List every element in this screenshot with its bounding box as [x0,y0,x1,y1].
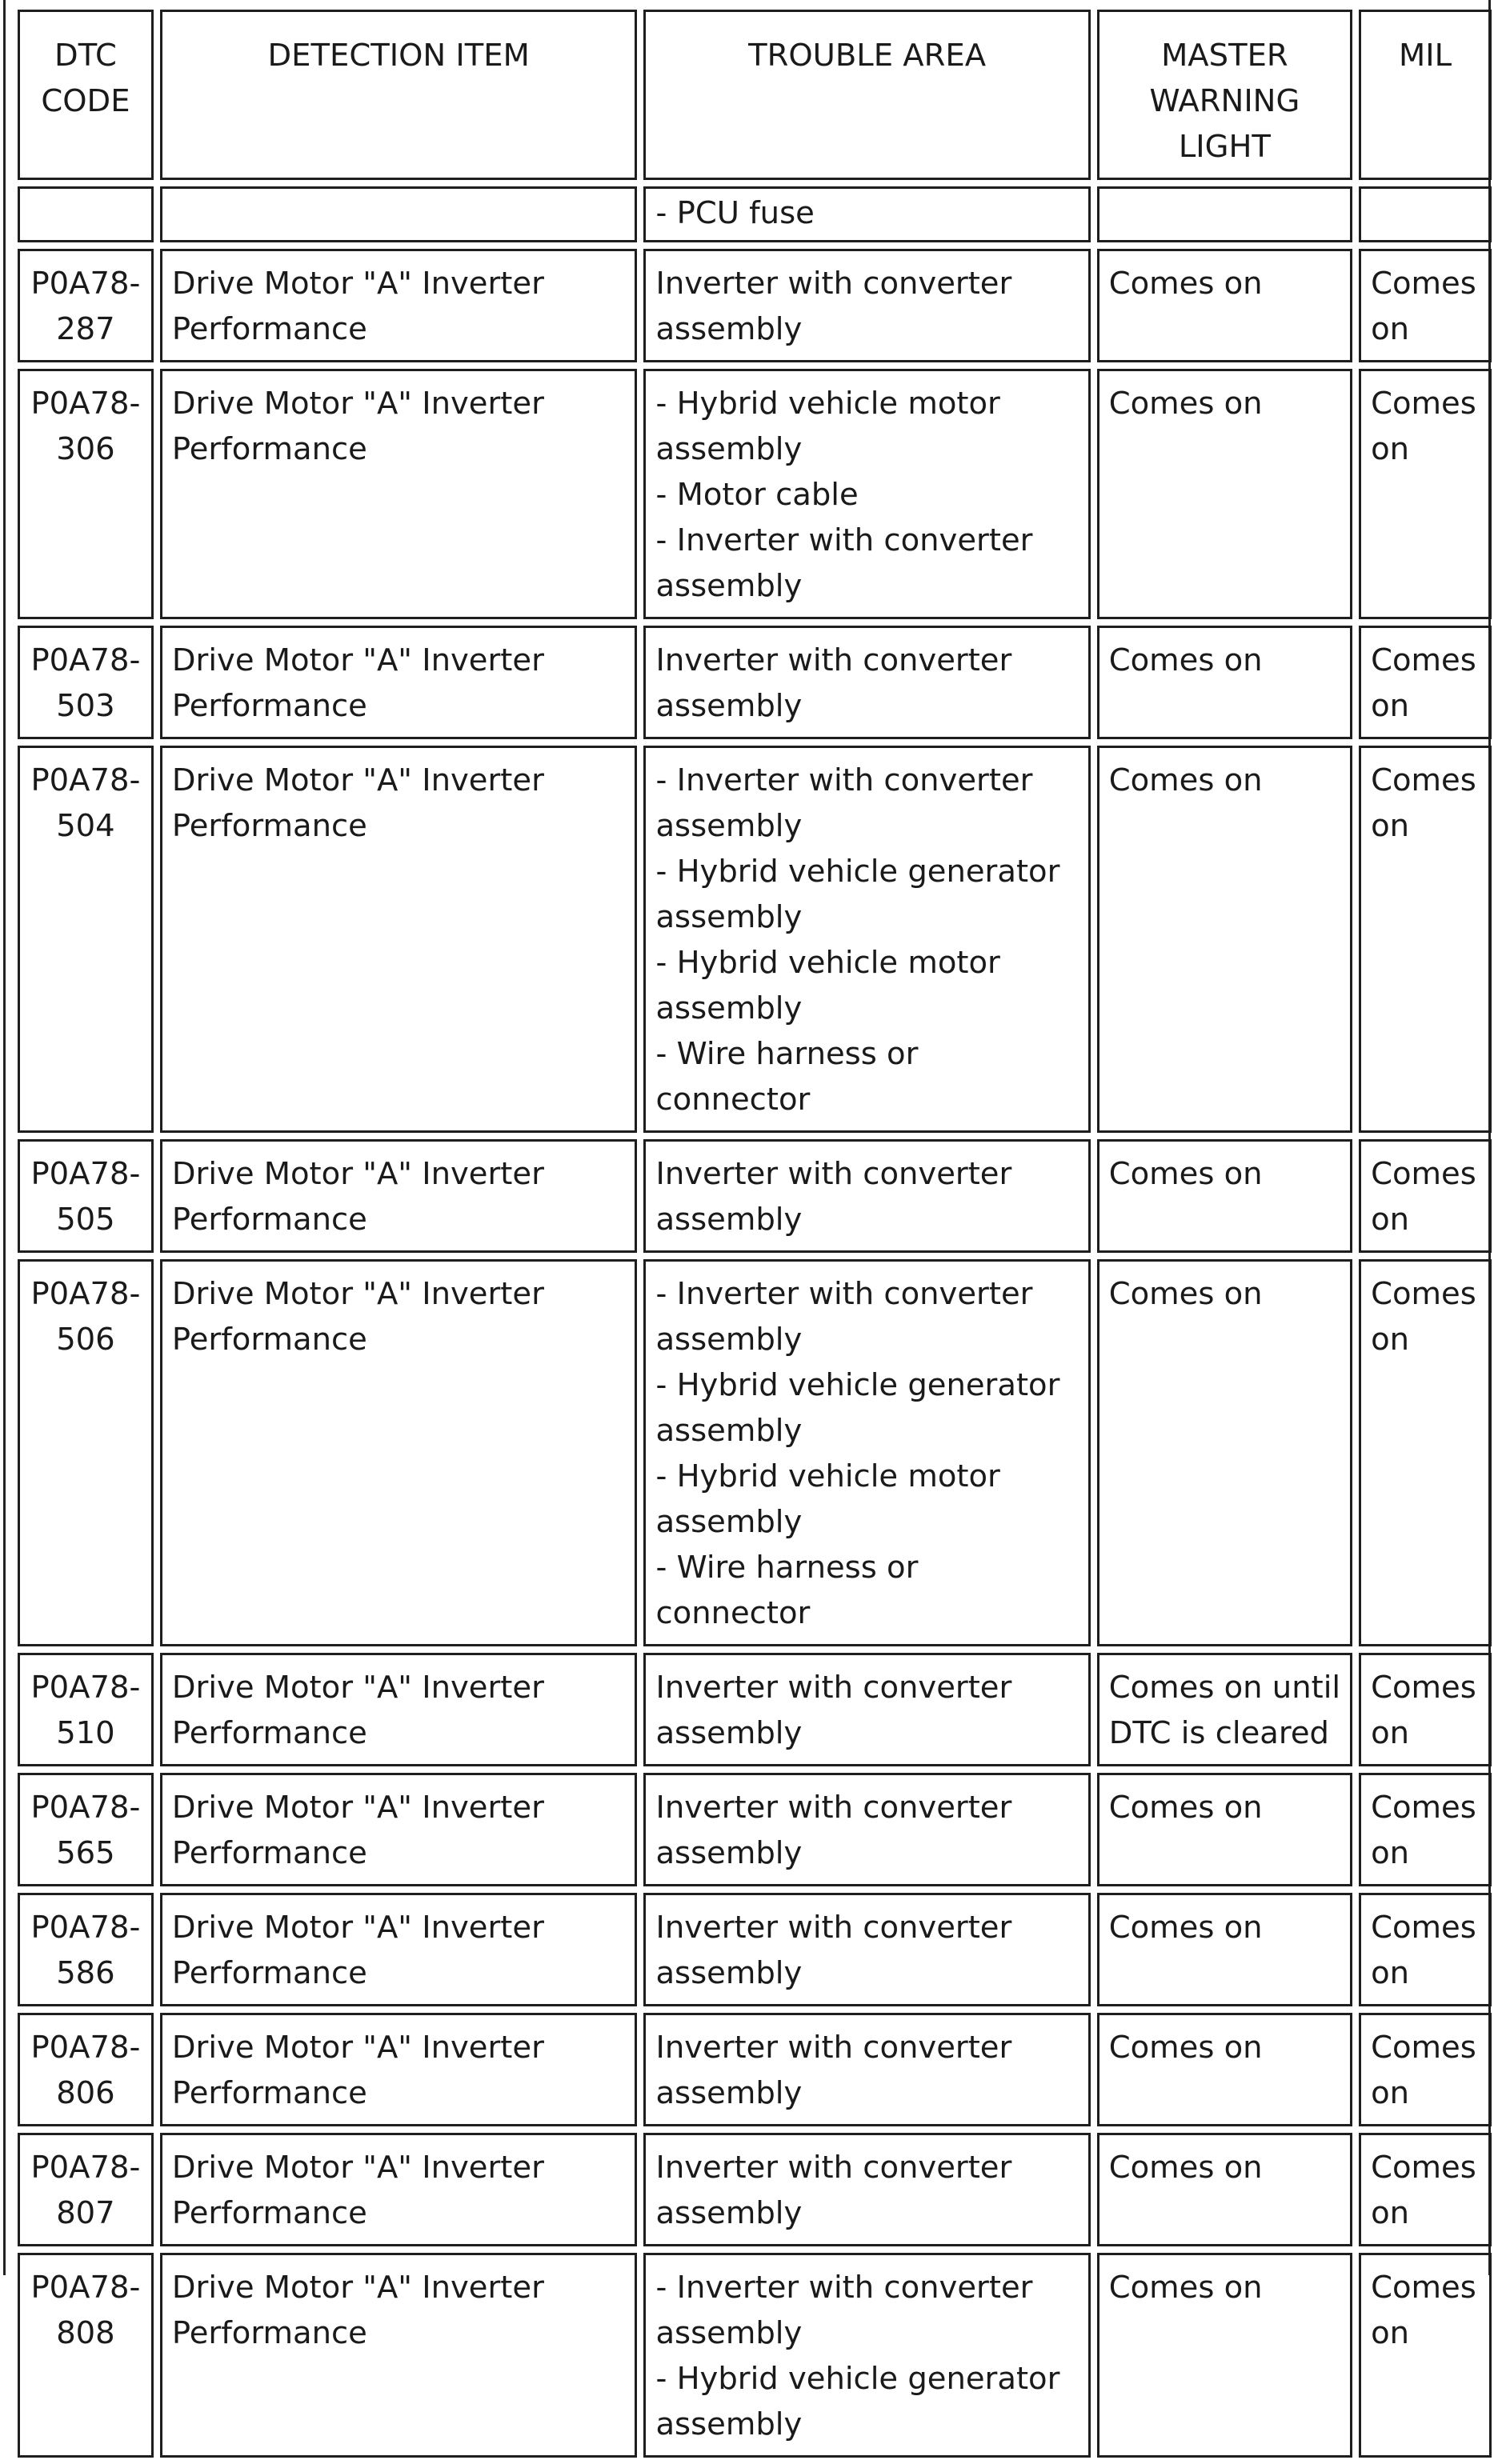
table-row [18,2133,1492,2246]
mil-line: Comes [1371,2030,1476,2066]
mil-line: on [1371,1955,1410,1991]
detection-item-line: Drive Motor "A" Inverter [171,762,544,798]
master-warning-light-cell [1097,1259,1352,1646]
trouble-area-line: - Hybrid vehicle generator assembly [655,1367,1060,1449]
detection-item-line: Performance [171,1715,367,1751]
trouble-area-line: - Inverter with converter assembly [655,762,1033,844]
trouble-area-cell [643,2253,1090,2458]
mil-line: Comes [1371,1670,1476,1706]
mil-line: Comes [1371,1276,1476,1312]
trouble-area-cell [643,2133,1090,2246]
mil-cell [1359,1773,1492,1886]
master-warning-light-cell [1097,2013,1352,2126]
master-warning-light-line: Comes on [1108,1276,1263,1312]
detection-item-line: Performance [171,688,367,724]
table-row [18,369,1492,619]
dtc-code-line: 306 [56,431,115,467]
header-detection-item: DETECTION ITEM [160,10,638,180]
detection-item-line: Drive Motor "A" Inverter [171,2270,544,2306]
mil-cell [1359,1893,1492,2006]
dtc-code-line: P0A78- [30,762,141,798]
detection-item-line: Drive Motor "A" Inverter [171,1910,544,1946]
detection-item-line: Drive Motor "A" Inverter [171,2030,544,2066]
table-row [18,1139,1492,1253]
master-warning-light-cell [1097,1653,1352,1766]
mil-line: on [1371,1715,1410,1751]
mil-line: Comes [1371,2150,1476,2186]
detection-item-line: Performance [171,2075,367,2111]
mil-line: on [1371,688,1410,724]
trouble-area-line: Inverter with converter assembly [655,1790,1012,1871]
trouble-area-line: - Wire harness or connector [655,1036,919,1118]
detection-item-cell [160,1893,638,2006]
detection-item-cell [160,249,638,362]
mil-line: on [1371,2315,1410,2351]
dtc-code-line: P0A78- [30,1670,141,1706]
table-row [18,1773,1492,1886]
header-master-warning-light: MASTER WARNING LIGHT [1097,10,1352,180]
detection-item-line: Drive Motor "A" Inverter [171,642,544,678]
master-warning-light-line: Comes on [1108,762,1263,798]
mil-line: on [1371,1835,1410,1871]
trouble-area-cell [643,1773,1090,1886]
detection-item-cell [160,369,638,619]
continuation-mil-cell [1359,186,1492,242]
detection-item-line: Drive Motor "A" Inverter [171,1276,544,1312]
mil-line: Comes [1371,762,1476,798]
master-warning-light-cell [1097,2253,1352,2458]
trouble-area-cell [643,249,1090,362]
detection-item-line: Performance [171,1322,367,1358]
detection-item-cell [160,1773,638,1886]
detection-item-line: Performance [171,2315,367,2351]
detection-item-cell [160,2133,638,2246]
trouble-area-line: - Inverter with converter assembly [655,2270,1033,2351]
dtc-code-cell [18,369,154,619]
master-warning-light-cell [1097,746,1352,1133]
mil-cell [1359,1653,1492,1766]
continuation-item-cell [160,186,638,242]
mil-line: on [1371,1202,1410,1238]
mil-cell [1359,2013,1492,2126]
trouble-area-cell [643,746,1090,1133]
detection-item-line: Drive Motor "A" Inverter [171,2150,544,2186]
mil-line: Comes [1371,266,1476,302]
mil-cell [1359,1259,1492,1646]
trouble-area-line: - PCU fuse [655,195,815,231]
detection-item-cell [160,1653,638,1766]
detection-item-cell [160,2013,638,2126]
table-row [18,249,1492,362]
trouble-area-line: - Hybrid vehicle generator assembly [655,2361,1060,2442]
dtc-code-line: P0A78- [30,2030,141,2066]
mil-line: on [1371,2195,1410,2231]
table-row [18,1893,1492,2006]
trouble-area-line: Inverter with converter assembly [655,2030,1012,2111]
master-warning-light-cell [1097,2133,1352,2246]
detection-item-line: Performance [171,808,367,844]
detection-item-line: Performance [171,311,367,347]
master-warning-light-cell [1097,249,1352,362]
master-warning-light-line: Comes on [1108,266,1263,302]
dtc-code-cell [18,249,154,362]
trouble-area-line: - Motor cable [655,477,859,513]
master-warning-light-cell [1097,369,1352,619]
detection-item-line: Drive Motor "A" Inverter [171,1670,544,1706]
mil-cell [1359,1139,1492,1253]
table-row [18,2013,1492,2126]
trouble-area-line: Inverter with converter assembly [655,1910,1012,1991]
master-warning-light-line: Comes on [1108,2030,1263,2066]
dtc-code-line: 808 [56,2315,115,2351]
dtc-code-line: 586 [56,1955,115,1991]
detection-item-cell [160,746,638,1133]
mil-cell [1359,369,1492,619]
detection-item-cell [160,626,638,739]
trouble-area-line: - Inverter with converter assembly [655,1276,1033,1358]
dtc-code-cell [18,2133,154,2246]
detection-item-line: Drive Motor "A" Inverter [171,266,544,302]
mil-line: Comes [1371,1910,1476,1946]
continuation-row [18,186,1492,242]
master-warning-light-line: Comes on [1108,1790,1263,1826]
trouble-area-cell [643,1653,1090,1766]
mil-line: on [1371,1322,1410,1358]
mil-line: Comes [1371,2270,1476,2306]
mil-cell [1359,2133,1492,2246]
dtc-code-line: 287 [56,311,115,347]
table-row [18,2253,1492,2458]
dtc-code-cell [18,2253,154,2458]
dtc-code-line: 503 [56,688,115,724]
header-mil: MIL [1359,10,1492,180]
master-warning-light-line: Comes on [1108,2270,1263,2306]
dtc-code-cell [18,1773,154,1886]
trouble-area-line: Inverter with converter assembly [655,266,1012,347]
continuation-area-cell [643,186,1090,242]
table-row [18,626,1492,739]
header-trouble-area: TROUBLE AREA [643,10,1090,180]
table-row [18,746,1492,1133]
trouble-area-cell [643,1259,1090,1646]
continuation-code-cell [18,186,154,242]
trouble-area-line: - Hybrid vehicle motor assembly [655,386,1000,467]
dtc-code-cell [18,1139,154,1253]
mil-line: Comes [1371,1156,1476,1192]
master-warning-light-line: Comes on [1108,1156,1263,1192]
dtc-code-line: P0A78- [30,386,141,422]
dtc-code-line: P0A78- [30,2150,141,2186]
detection-item-line: Performance [171,431,367,467]
trouble-area-line: - Hybrid vehicle generator assembly [655,854,1060,935]
detection-item-line: Performance [171,1835,367,1871]
trouble-area-line: - Wire harness or connector [655,1550,919,1631]
dtc-code-line: P0A78- [30,2270,141,2306]
dtc-code-line: 565 [56,1835,115,1871]
mil-cell [1359,2253,1492,2458]
master-warning-light-line: Comes on [1108,1910,1263,1946]
left-page-rule [3,0,6,2275]
table-body [18,186,1492,2458]
detection-item-cell [160,1259,638,1646]
trouble-area-line: Inverter with converter assembly [655,1670,1012,1751]
detection-item-line: Performance [171,2195,367,2231]
trouble-area-line: Inverter with converter assembly [655,642,1012,724]
master-warning-light-cell [1097,1139,1352,1253]
trouble-area-cell [643,1893,1090,2006]
mil-cell [1359,746,1492,1133]
table-row [18,1653,1492,1766]
mil-line: on [1371,311,1410,347]
detection-item-line: Performance [171,1202,367,1238]
header-dtc-code: DTC CODE [18,10,154,180]
detection-item-line: Drive Motor "A" Inverter [171,1790,544,1826]
trouble-area-cell [643,2013,1090,2126]
dtc-table [11,3,1498,2464]
dtc-code-cell [18,1653,154,1766]
mil-line: Comes [1371,386,1476,422]
mil-cell [1359,249,1492,362]
dtc-code-line: P0A78- [30,266,141,302]
master-warning-light-cell [1097,1773,1352,1886]
dtc-code-line: 504 [56,808,115,844]
dtc-code-line: 506 [56,1322,115,1358]
trouble-area-cell [643,626,1090,739]
continuation-mwl-cell [1097,186,1352,242]
dtc-code-cell [18,626,154,739]
dtc-code-cell [18,1893,154,2006]
dtc-code-cell [18,1259,154,1646]
detection-item-line: Drive Motor "A" Inverter [171,1156,544,1192]
dtc-code-cell [18,746,154,1133]
mil-cell [1359,626,1492,739]
trouble-area-cell [643,1139,1090,1253]
dtc-code-cell [18,2013,154,2126]
mil-line: on [1371,808,1410,844]
dtc-code-line: 807 [56,2195,115,2231]
trouble-area-line: Inverter with converter assembly [655,1156,1012,1238]
master-warning-light-line: Comes on [1108,386,1263,422]
detection-item-line: Performance [171,1955,367,1991]
mil-line: on [1371,2075,1410,2111]
master-warning-light-cell [1097,1893,1352,2006]
master-warning-light-line: Comes on until [1108,1670,1341,1706]
mil-line: Comes [1371,642,1476,678]
dtc-code-line: 510 [56,1715,115,1751]
master-warning-light-line: Comes on [1108,642,1263,678]
detection-item-line: Drive Motor "A" Inverter [171,386,544,422]
table-header-row [18,10,1492,180]
dtc-code-line: P0A78- [30,1156,141,1192]
detection-item-cell [160,2253,638,2458]
trouble-area-line: - Hybrid vehicle motor assembly [655,1458,1000,1540]
dtc-code-line: P0A78- [30,1276,141,1312]
dtc-code-line: 505 [56,1202,115,1238]
trouble-area-cell [643,369,1090,619]
trouble-area-line: - Inverter with converter assembly [655,522,1033,604]
trouble-area-line: Inverter with converter assembly [655,2150,1012,2231]
master-warning-light-cell [1097,626,1352,739]
trouble-area-line: - Hybrid vehicle motor assembly [655,945,1000,1026]
master-warning-light-line: Comes on [1108,2150,1263,2186]
dtc-code-line: P0A78- [30,642,141,678]
mil-line: on [1371,431,1410,467]
mil-line: Comes [1371,1790,1476,1826]
dtc-code-line: 806 [56,2075,115,2111]
dtc-code-line: P0A78- [30,1790,141,1826]
master-warning-light-line: DTC is cleared [1108,1715,1329,1751]
detection-item-cell [160,1139,638,1253]
table-row [18,1259,1492,1646]
dtc-code-line: P0A78- [30,1910,141,1946]
